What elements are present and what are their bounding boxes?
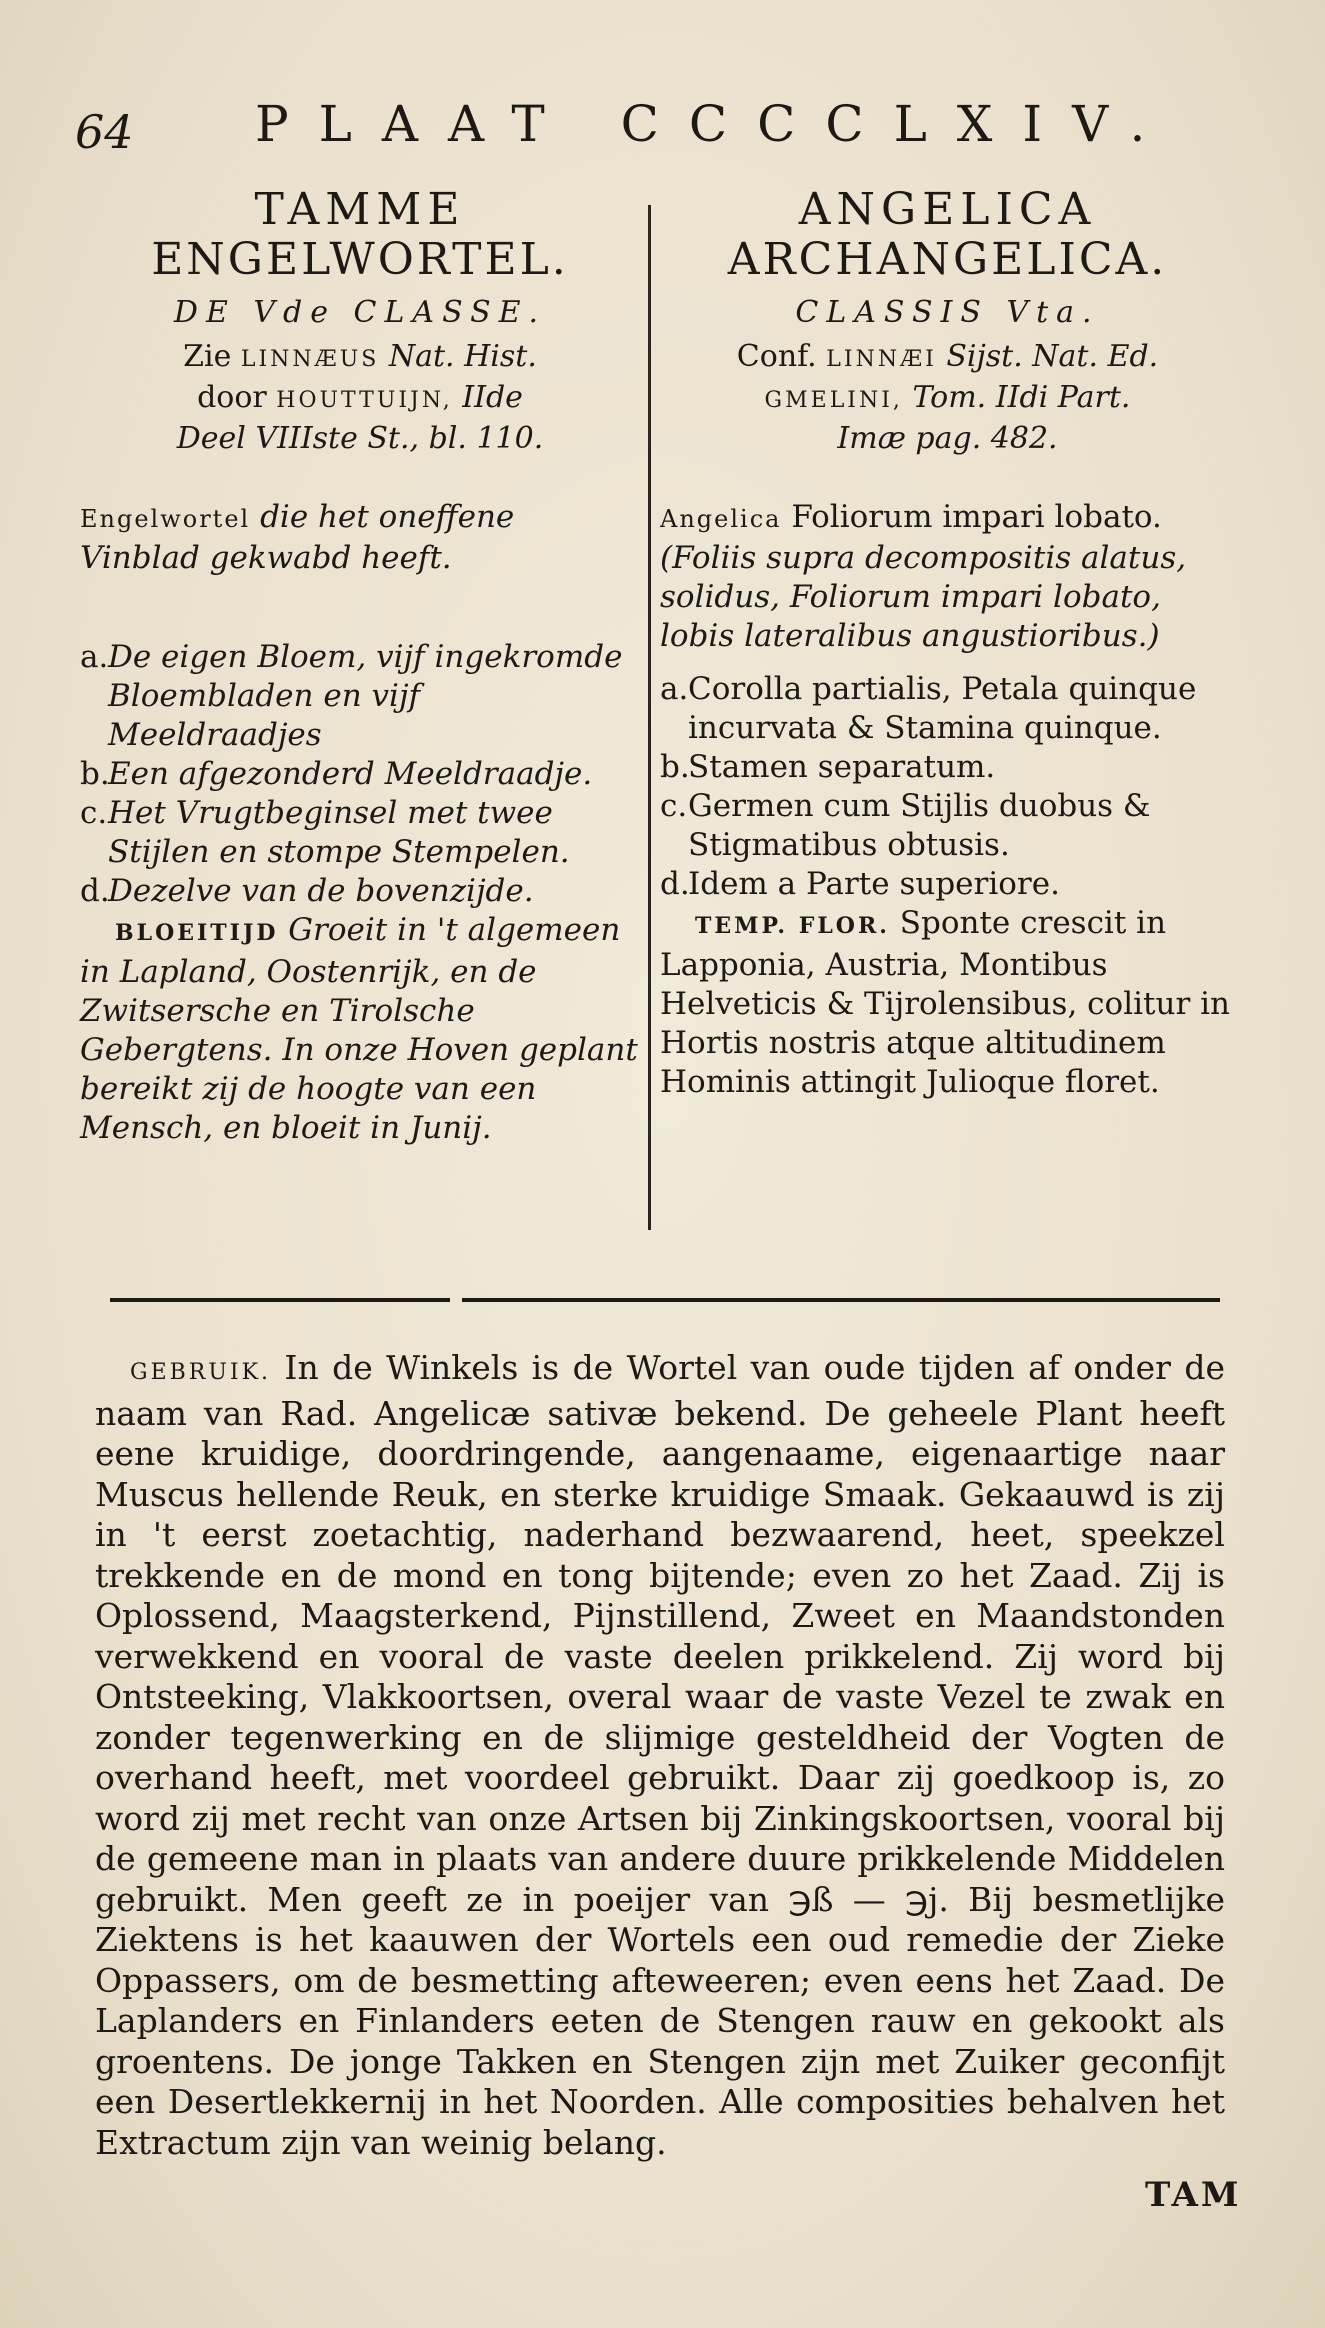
latin-figure-legend: [660, 670, 1235, 1102]
dutch-flowering-text: Groeit in 't algemeen in Lapland, Oostenrijk, en de Zwitsersche en Tirolsche Gebergtens. In onze Hoven geplant bereikt zij de hoogte van een Mensch, en bloeit in Junij.: [80, 912, 638, 1146]
item-text: Dezelve van de bovenzijde.: [108, 873, 534, 909]
column-divider: [648, 205, 651, 1230]
latin-desc-plain: Foliorum impari lobato.: [791, 499, 1162, 535]
latin-flowering-label: TEMP. FLOR.: [695, 913, 890, 939]
item-text: Corolla partialis, Petala quinque incurvata & Stamina quinque.: [688, 671, 1197, 746]
dutch-flowering-label: BLOEITIJD: [115, 920, 279, 946]
latin-ref-word: Conf.: [736, 339, 817, 374]
latin-description: [660, 498, 1235, 656]
latin-title-line2: ARCHANGELICA.: [727, 234, 1168, 285]
latin-desc-genus: Angelica: [660, 505, 782, 533]
item-text: Idem a Parte superiore.: [688, 866, 1060, 902]
latin-ref-author: LINNÆI: [826, 347, 937, 372]
list-item: [660, 748, 1235, 787]
dutch-desc-text: die het oneffene Vinblad gekwabd heeft.: [80, 499, 515, 576]
dutch-reference: [80, 338, 640, 458]
catchword: TAM: [1145, 2175, 1242, 2215]
item-letter: d.: [80, 873, 110, 909]
item-text: Germen cum Stijlis duobus & Stigmatibus obtusis.: [688, 788, 1151, 863]
item-text: De eigen Bloem, vijf ingekromde Bloembladen en vijf Meeldraadjes: [108, 639, 623, 753]
dutch-ref-translator: HOUTTUIJN,: [276, 388, 453, 413]
usage-paragraph: [95, 1348, 1225, 2163]
list-item: [80, 638, 640, 755]
item-letter: b.: [80, 756, 110, 792]
usage-text: In de Winkels is de Wortel van oude tijden af onder de naam van Rad. Angelicæ sativæ bekend. De geheele Plant heeft eene kruidige, doordringende, aangenaame, eigenaartige naar Muscus hellende Reuk, en sterke kruidige Smaak. Gekaauwd is zij in 't eerst zoetachtig, naderhand bezwaarend, heet, speekzel trekkende en de mond en tong bijtende; even zo het Zaad. Zij is Oplossend, Maagsterkend, Pijnstillend, Zweet en Maandstonden verwekkend en vooral de vaste deelen prikkelend. Zij word bij Ontsteeking, Vlakkoortsen, overal waar de vaste Vezel te zwak en zonder tegenwerking en de slijmige gesteldheid der Vogten de overhand heeft, met voordeel gebruikt. Daar zij goedkoop is, zo word zij met recht van onze Artsen bij Zinkingskoortsen, vooral bij de gemeene man in plaats van andere duure prikkelende Middelen gebruikt. Men geeft ze in poeijer van ℈ß — ℈j. Bij besmetlijke Ziektens is het kaauwen der Wortels een oud remedie der Zieke Oppassers, om de besmetting afteweeren; even eens het Zaad. De Laplanders en Finlanders eeten de Stengen rauw en gekookt als groentens. De jonge Takken en Stengen zijn met Zuiker geconfijt een Desertlekkernij in het Noorden. Alle composities behalven het Extractum zijn van weinig belang.: [95, 1348, 1225, 2162]
dutch-ref-word: Zie: [183, 339, 232, 374]
latin-ref-part: Tom. IIdi Part.: [912, 380, 1131, 415]
usage-label: GEBRUIK.: [130, 1360, 272, 1385]
dutch-ref-work: Nat. Hist.: [388, 339, 537, 374]
page-number: 64: [75, 105, 134, 159]
plate-title: PLAAT CCCCLXIV.: [255, 95, 1176, 153]
list-item: [80, 872, 640, 911]
dutch-ref-door: door: [197, 380, 267, 415]
list-item: [660, 670, 1235, 748]
latin-title-line1: ANGELICA: [798, 184, 1097, 235]
dutch-flowering: [80, 911, 640, 1148]
dutch-desc-genus: Engelwortel: [80, 505, 251, 533]
latin-reference: [660, 338, 1235, 458]
item-letter: c.: [80, 795, 108, 831]
list-item: [80, 755, 640, 794]
section-rule-right: [462, 1298, 1220, 1302]
list-item: [660, 787, 1235, 865]
item-text: Stamen separatum.: [688, 749, 996, 785]
item-text: Een afgezonderd Meeldraadje.: [108, 756, 593, 792]
dutch-title-line2: ENGELWORTEL.: [151, 234, 569, 285]
dutch-ref-volume: Deel VIIIste St., bl. 110.: [176, 421, 544, 456]
section-rule-left: [110, 1298, 450, 1302]
item-letter: a.: [80, 639, 109, 675]
dutch-classis: DE Vde CLASSE.: [173, 295, 547, 330]
item-letter: d.: [660, 866, 690, 902]
list-item: [80, 794, 640, 872]
item-letter: a.: [660, 671, 689, 707]
item-letter: c.: [660, 788, 688, 824]
item-text: Het Vrugtbeginsel met twee Stijlen en stompe Stempelen.: [108, 795, 570, 870]
latin-ref-page: Imæ pag. 482.: [837, 421, 1058, 456]
latin-classis: CLASSIS Vta.: [795, 295, 1100, 330]
dutch-ref-part: IIde: [462, 380, 523, 415]
dutch-description: [80, 498, 640, 578]
latin-flowering-text: Sponte crescit in Lapponia, Austria, Montibus Helveticis & Tijrolensibus, colitur in Hortis nostris atque altitudinem Hominis attingit Julioque floret.: [660, 905, 1231, 1100]
dutch-ref-author: LINNÆUS: [240, 347, 380, 372]
latin-ref-editor: GMELINI,: [764, 388, 903, 413]
dutch-figure-legend: [80, 638, 640, 1148]
latin-ref-work: Sijst. Nat. Ed.: [946, 339, 1159, 374]
latin-flowering: [660, 904, 1235, 1102]
dutch-column: [80, 185, 640, 1148]
dutch-title-line1: TAMME: [254, 184, 466, 235]
latin-desc-text: (Foliis supra decompositis alatus, solidus, Foliorum impari lobato, lobis lateralibus angustioribus.): [660, 540, 1187, 654]
latin-column: [660, 185, 1235, 1102]
list-item: [660, 865, 1235, 904]
item-letter: b.: [660, 749, 690, 785]
